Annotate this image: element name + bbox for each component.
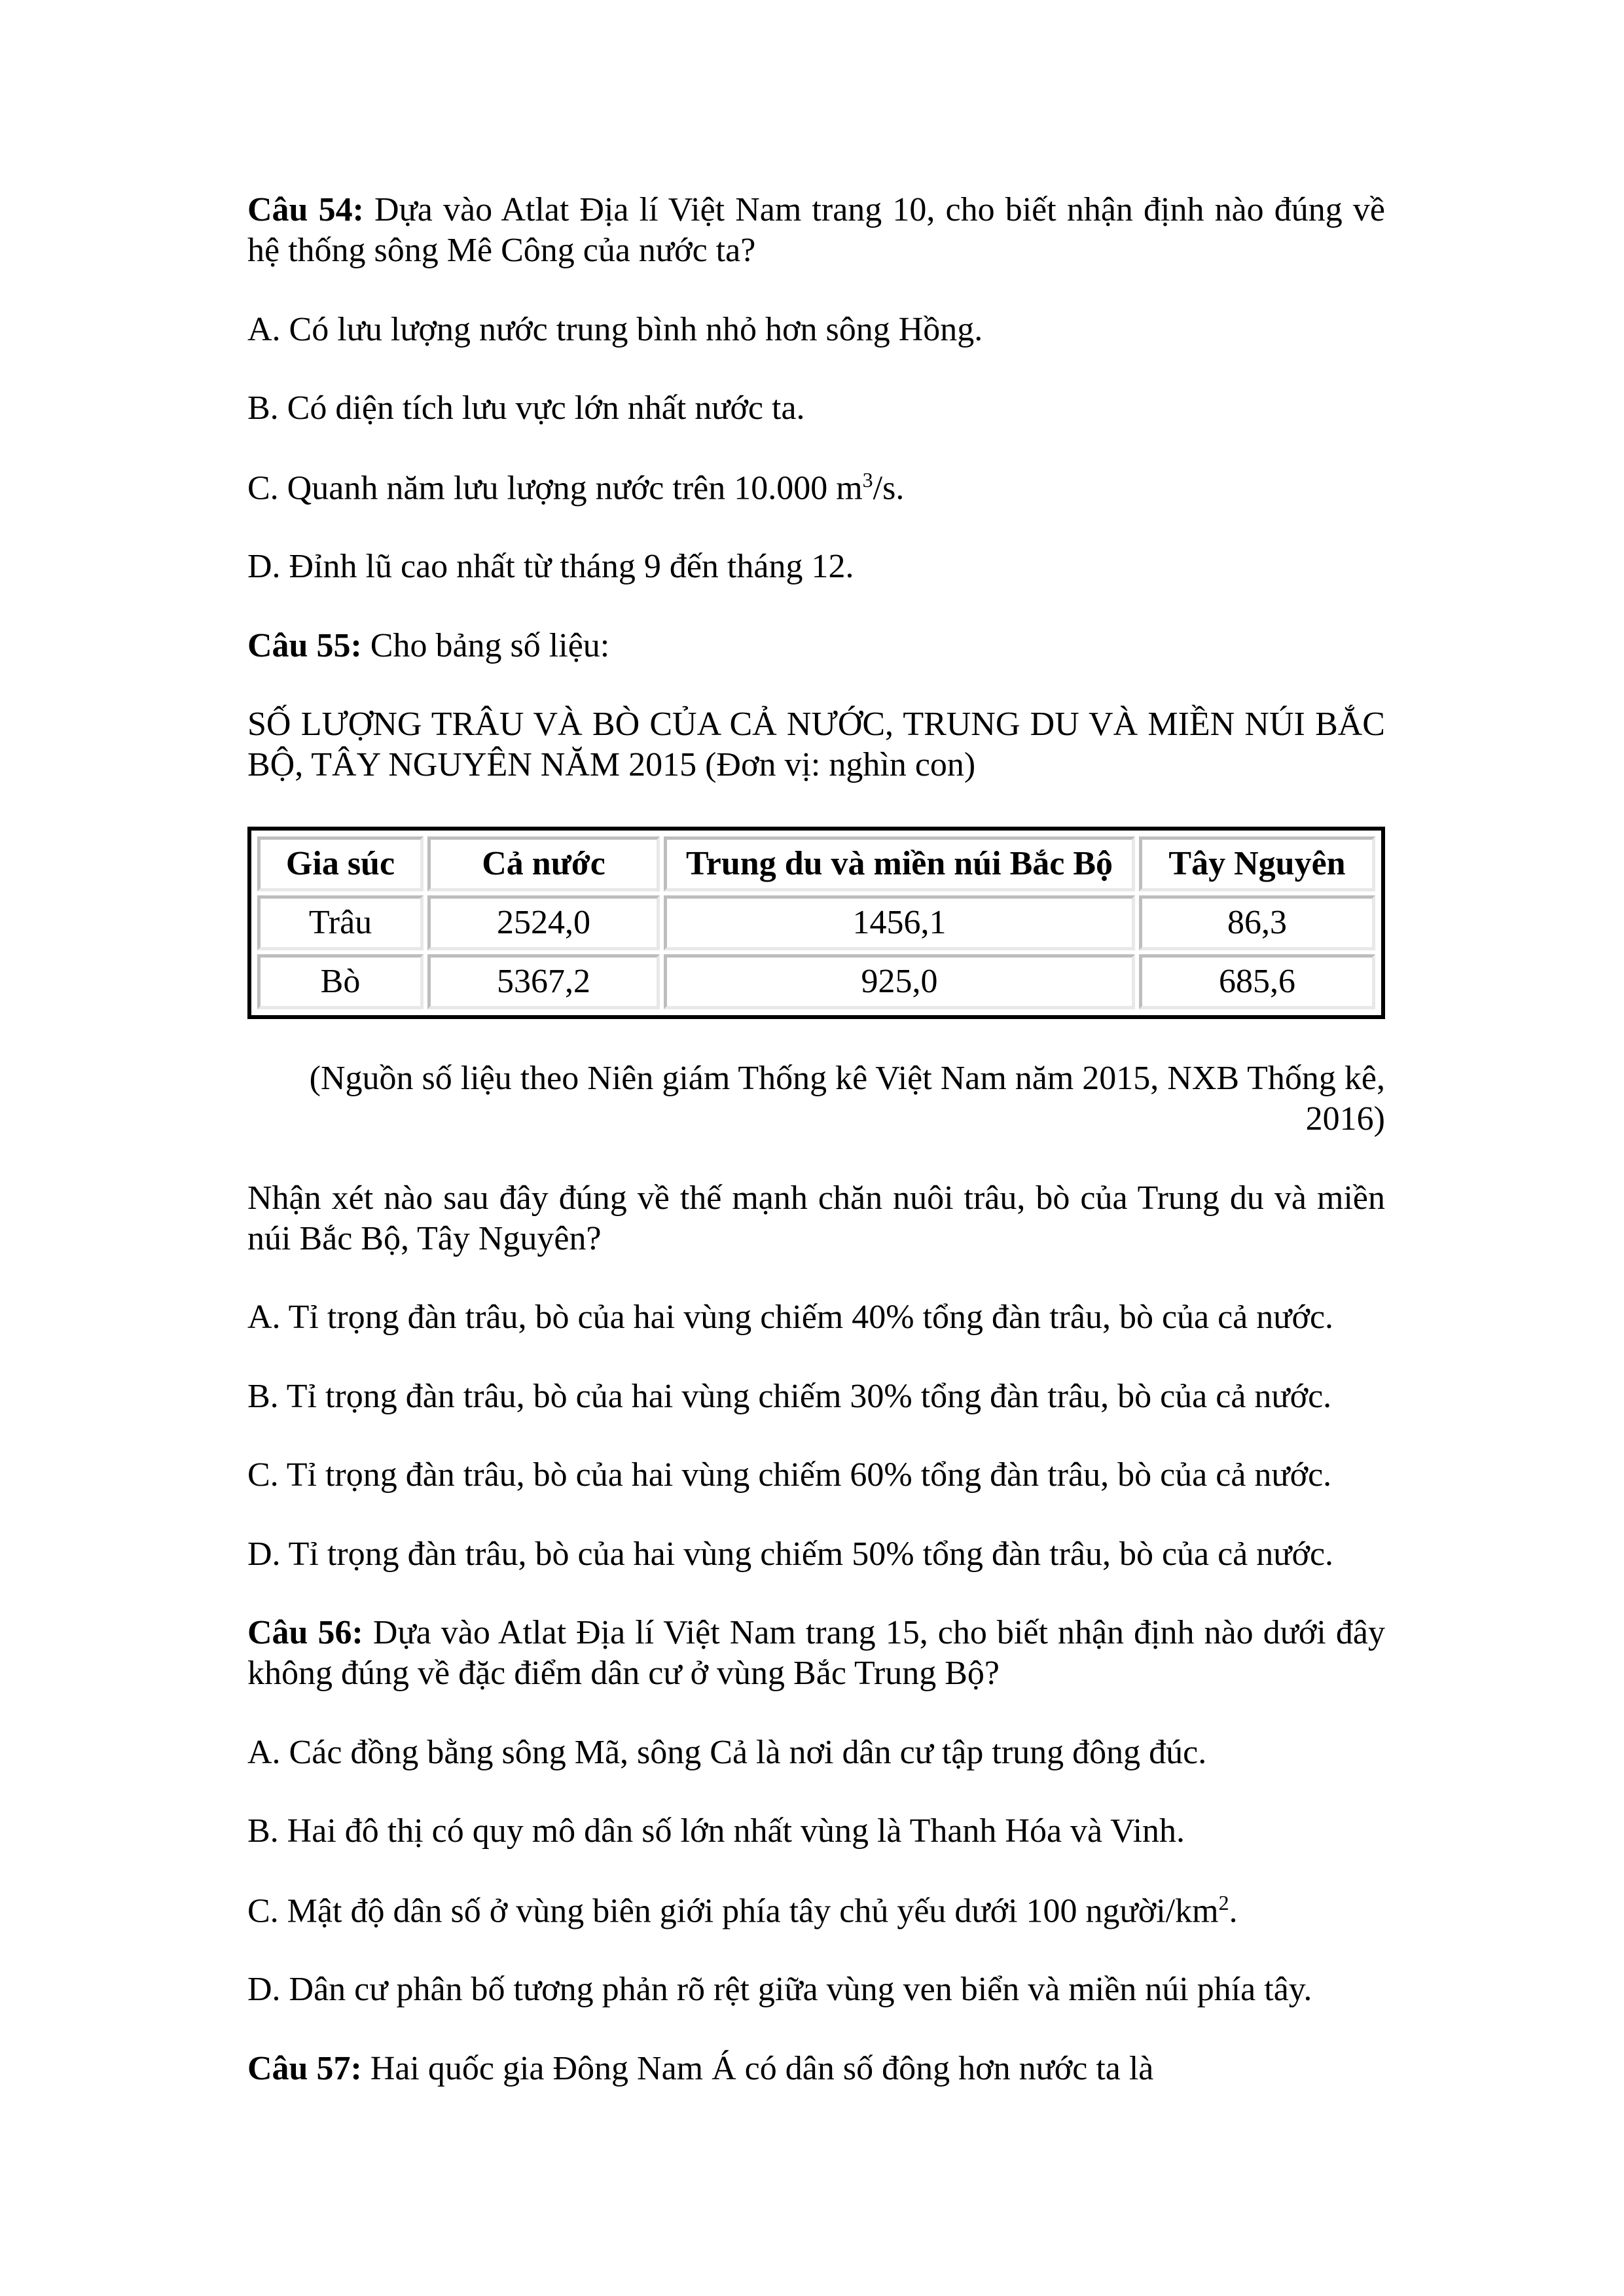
q55-option-c: C. Tỉ trọng đàn trâu, bò của hai vùng chiếm 60% tổng đàn trâu, bò của cả nước. bbox=[247, 1456, 1332, 1494]
table-cell: 925,0 bbox=[664, 954, 1135, 1009]
table-cell: 2524,0 bbox=[427, 895, 660, 950]
table-header-cell: Cả nước bbox=[427, 836, 660, 891]
table-cell: 5367,2 bbox=[427, 954, 660, 1009]
question-55-prompt: Nhận xét nào sau đây đúng về thế mạnh chăn nuôi trâu, bò của Trung du và miền núi Bắc Bộ, Tây Nguyên? bbox=[247, 1179, 1385, 1258]
q56-option-c-text: C. Mật độ dân số ở vùng biên giới phía tây chủ yếu dưới 100 người/km bbox=[247, 1892, 1219, 1929]
data-table-frame bbox=[247, 827, 1385, 1019]
question-54-label: Câu 54: bbox=[247, 191, 364, 228]
data-table bbox=[253, 833, 1379, 1013]
question-54 bbox=[247, 190, 1385, 272]
question-55 bbox=[247, 626, 1385, 666]
q56-option-c-end: . bbox=[1229, 1892, 1238, 1929]
question-54-text: Dựa vào Atlat Địa lí Việt Nam trang 10, cho biết nhận định nào đúng về hệ thống sông Mê Công của nước ta? bbox=[247, 191, 1385, 270]
q54-option-c-text: C. Quanh năm lưu lượng nước trên 10.000 m bbox=[247, 469, 863, 507]
q56-option-c bbox=[247, 1890, 1385, 1932]
q55-option-d: D. Tỉ trọng đàn trâu, bò của hai vùng chiếm 50% tổng đàn trâu, bò của cả nước. bbox=[247, 1535, 1334, 1573]
table-row bbox=[257, 954, 1375, 1009]
q54-option-b: B. Có diện tích lưu vực lớn nhất nước ta. bbox=[247, 389, 805, 427]
q56-option-a: A. Các đồng bằng sông Mã, sông Cả là nơi dân cư tập trung đông đúc. bbox=[247, 1733, 1207, 1771]
question-57 bbox=[247, 2049, 1385, 2089]
table-cell: 1456,1 bbox=[664, 895, 1135, 950]
q54-option-c-superscript: 3 bbox=[862, 467, 873, 492]
table-title: SỐ LƯỢNG TRÂU VÀ BÒ CỦA CẢ NƯỚC, TRUNG DU VÀ MIỀN NÚI BẮC BỘ, TÂY NGUYÊN NĂM 2015 (Đơn vị: nghìn con) bbox=[247, 706, 1385, 784]
table-header-row bbox=[257, 836, 1375, 891]
table-cell: Trâu bbox=[257, 895, 424, 950]
table-cell: 685,6 bbox=[1139, 954, 1375, 1009]
table-row bbox=[257, 895, 1375, 950]
q54-option-d: D. Đỉnh lũ cao nhất từ tháng 9 đến tháng 12. bbox=[247, 548, 854, 586]
q56-option-b: B. Hai đô thị có quy mô dân số lớn nhất vùng là Thanh Hóa và Vinh. bbox=[247, 1812, 1185, 1850]
table-cell: 86,3 bbox=[1139, 895, 1375, 950]
table-header-cell: Tây Nguyên bbox=[1139, 836, 1375, 891]
q55-option-b: B. Tỉ trọng đàn trâu, bò của hai vùng chiếm 30% tổng đàn trâu, bò của cả nước. bbox=[247, 1377, 1332, 1415]
question-57-label: Câu 57: bbox=[247, 2049, 362, 2087]
question-56-text: Dựa vào Atlat Địa lí Việt Nam trang 15, cho biết nhận định nào dưới đây không đúng về đặc điểm dân cư ở vùng Bắc Trung Bộ? bbox=[247, 1613, 1385, 1693]
question-56 bbox=[247, 1613, 1385, 1695]
table-header-cell: Gia súc bbox=[257, 836, 424, 891]
table-header-cell: Trung du và miền núi Bắc Bộ bbox=[664, 836, 1135, 891]
table-source: (Nguồn số liệu theo Niên giám Thống kê Việt Nam năm 2015, NXB Thống kê, 2016) bbox=[309, 1059, 1385, 1138]
q56-option-d: D. Dân cư phân bố tương phản rõ rệt giữa vùng ven biển và miền núi phía tây. bbox=[247, 1971, 1312, 2009]
q54-option-a: A. Có lưu lượng nước trung bình nhỏ hơn sông Hồng. bbox=[247, 310, 983, 348]
q56-option-c-superscript: 2 bbox=[1218, 1890, 1229, 1914]
q54-option-c-unit: /s. bbox=[873, 469, 905, 507]
q55-option-a: A. Tỉ trọng đàn trâu, bò của hai vùng chiếm 40% tổng đàn trâu, bò của cả nước. bbox=[247, 1299, 1334, 1336]
question-57-text: Hai quốc gia Đông Nam Á có dân số đông hơn nước ta là bbox=[361, 2049, 1154, 2087]
question-56-label: Câu 56: bbox=[247, 1613, 363, 1651]
q54-option-c bbox=[247, 467, 1385, 509]
table-cell: Bò bbox=[257, 954, 424, 1009]
question-55-text: Cho bảng số liệu: bbox=[361, 626, 610, 664]
question-55-label: Câu 55: bbox=[247, 626, 362, 664]
document-page bbox=[247, 190, 1385, 2127]
